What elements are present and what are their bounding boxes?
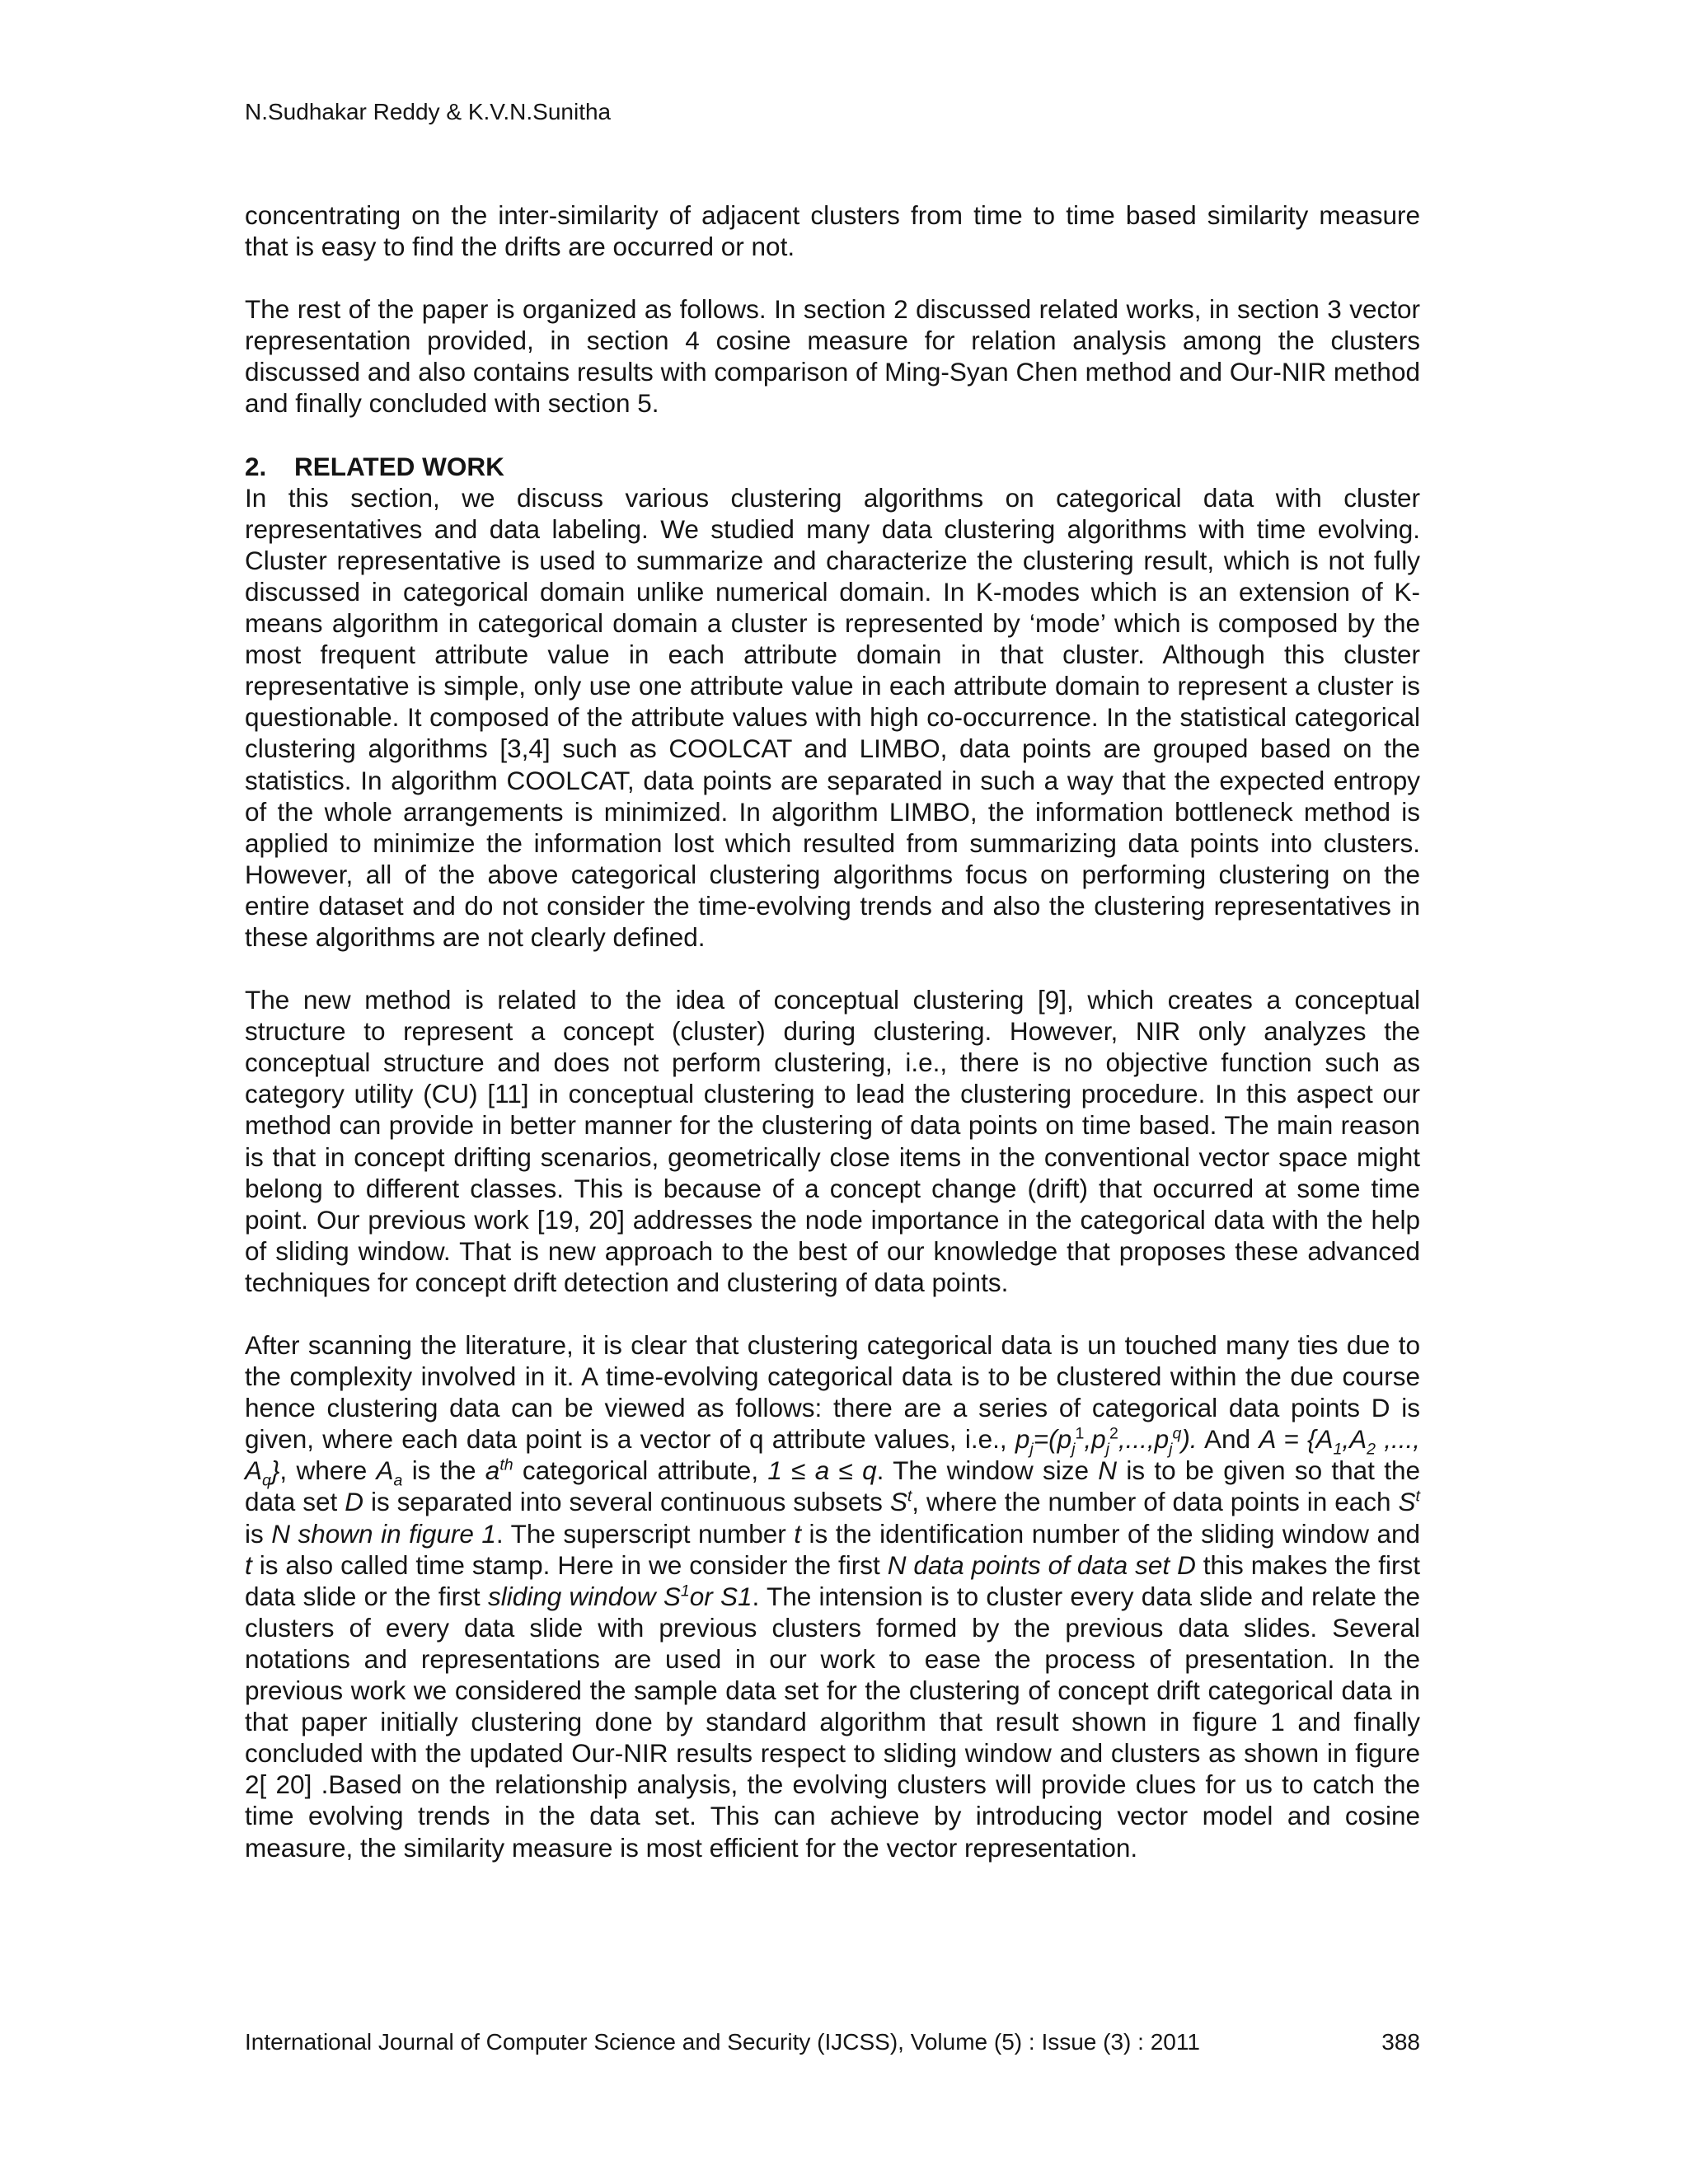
related-work-paragraph-3: After scanning the literature, it is clear that clustering categorical data is un touched many ties due to the complexity involved in it. A time-evolving categorical data is to be clustered within the due course hence clustering data can be viewed as follows: there are a series of categorical data points D is given, where each data point is a vector of q attribute values, i.e., $p_j=(p_j^1,p_j^2,...,p_j^q)$. And $A = \{A_1,A_2$ ,..., $A_q$}, where $A_a$ is the $a^{th}$ categorical attribute, 1 ≤ a ≤ q. The window size N is to be given so that the data set D is separated into several continuous subsets $S^t$, where the number of data points in each $S^t$ is N shown in figure 1. The superscript number t is the identification number of the sliding window and t is also called time stamp. Here in we consider the first N data points of data set D this makes the first data slide or the first sliding window $S^1or$ S1. The intension is to cluster every data slide and relate the clusters of every data slide with previous clusters formed by the previous data slides. Several notations and representations are used in our work to ease the process of presentation. In the previous work we considered the sample data set for the clustering of concept drift categorical data in that paper initially clustering done by standard algorithm that result shown in figure 1 and finally concluded with the updated Our-NIR results respect to sliding window and clusters as shown in figure 2[ 20] .Based on the relationship analysis, the evolving clusters will provide clues for us to catch the time evolving trends in the data set. This can achieve by introducing vector model and cosine measure, the similarity measure is most efficient for the vector representation. bbox=[245, 1330, 1421, 1863]
related-work-paragraph-1: In this section, we discuss various clustering algorithms on categorical data with cluster representatives and data labeling. We studied many data clustering algorithms with time evolving. Cluster representative is used to summarize and characterize the clustering result, which is not fully discussed in categorical domain unlike numerical domain. In K-modes which is an extension of K-means algorithm in categorical domain a cluster is represented by ‘mode’ which is composed by the most frequent attribute value in each attribute domain in that cluster. Although this cluster representative is simple, only use one attribute value in each attribute domain to represent a cluster is questionable. It composed of the attribute values with high co-occurrence. In the statistical categorical clustering algorithms [3,4] such as COOLCAT and LIMBO, data points are grouped based on the statistics. In algorithm COOLCAT, data points are separated in such a way that the expected entropy of the whole arrangements is minimized. In algorithm LIMBO, the information bottleneck method is applied to minimize the information lost which resulted from summarizing data points into clusters. However, all of the above categorical clustering algorithms focus on performing clustering on the entire dataset and do not consider the time-evolving trends and also the clustering representatives in these algorithms are not clearly defined. bbox=[245, 482, 1420, 952]
page-number: 388 bbox=[1381, 2029, 1420, 2055]
intro-paragraph-2: The rest of the paper is organized as follows. In section 2 discussed related works, in section 3 vector representation provided, in section 4 cosine measure for relation analysis among the clusters discussed and also contains results with comparison of Ming-Syan Chen method and Our-NIR method and finally concluded with section 5. bbox=[245, 294, 1420, 419]
footer-journal-citation: International Journal of Computer Science and Security (IJCSS), Volume (5) : Issue (3) : 2011 bbox=[245, 2029, 1200, 2055]
intro-paragraph-1: concentrating on the inter-similarity of adjacent clusters from time to time based similarity measure that is easy to find the drifts are occurred or not. bbox=[245, 200, 1420, 262]
page-body bbox=[245, 199, 1420, 1895]
section-heading bbox=[245, 451, 1420, 482]
section-title: RELATED WORK bbox=[294, 451, 504, 481]
related-work-paragraph-2: The new method is related to the idea of conceptual clustering [9], which creates a conceptual structure to represent a concept (cluster) during clustering. However, NIR only analyzes the conceptual structure and does not perform clustering, i.e., there is no objective function such as category utility (CU) [11] in conceptual clustering to lead the clustering procedure. In this aspect our method can provide in better manner for the clustering of data points on time based. The main reason is that in concept drifting scenarios, geometrically close items in the conventional vector space might belong to different classes. This is because of a concept change (drift) that occurred at some time point. Our previous work [19, 20] addresses the node importance in the categorical data with the help of sliding window. That is new approach to the best of our knowledge that proposes these advanced techniques for concept drift detection and clustering of data points. bbox=[245, 985, 1420, 1297]
running-header-authors: N.Sudhakar Reddy & K.V.N.Sunitha bbox=[245, 99, 612, 124]
page-footer bbox=[245, 2027, 1420, 2057]
section-number: 2. bbox=[245, 451, 267, 481]
